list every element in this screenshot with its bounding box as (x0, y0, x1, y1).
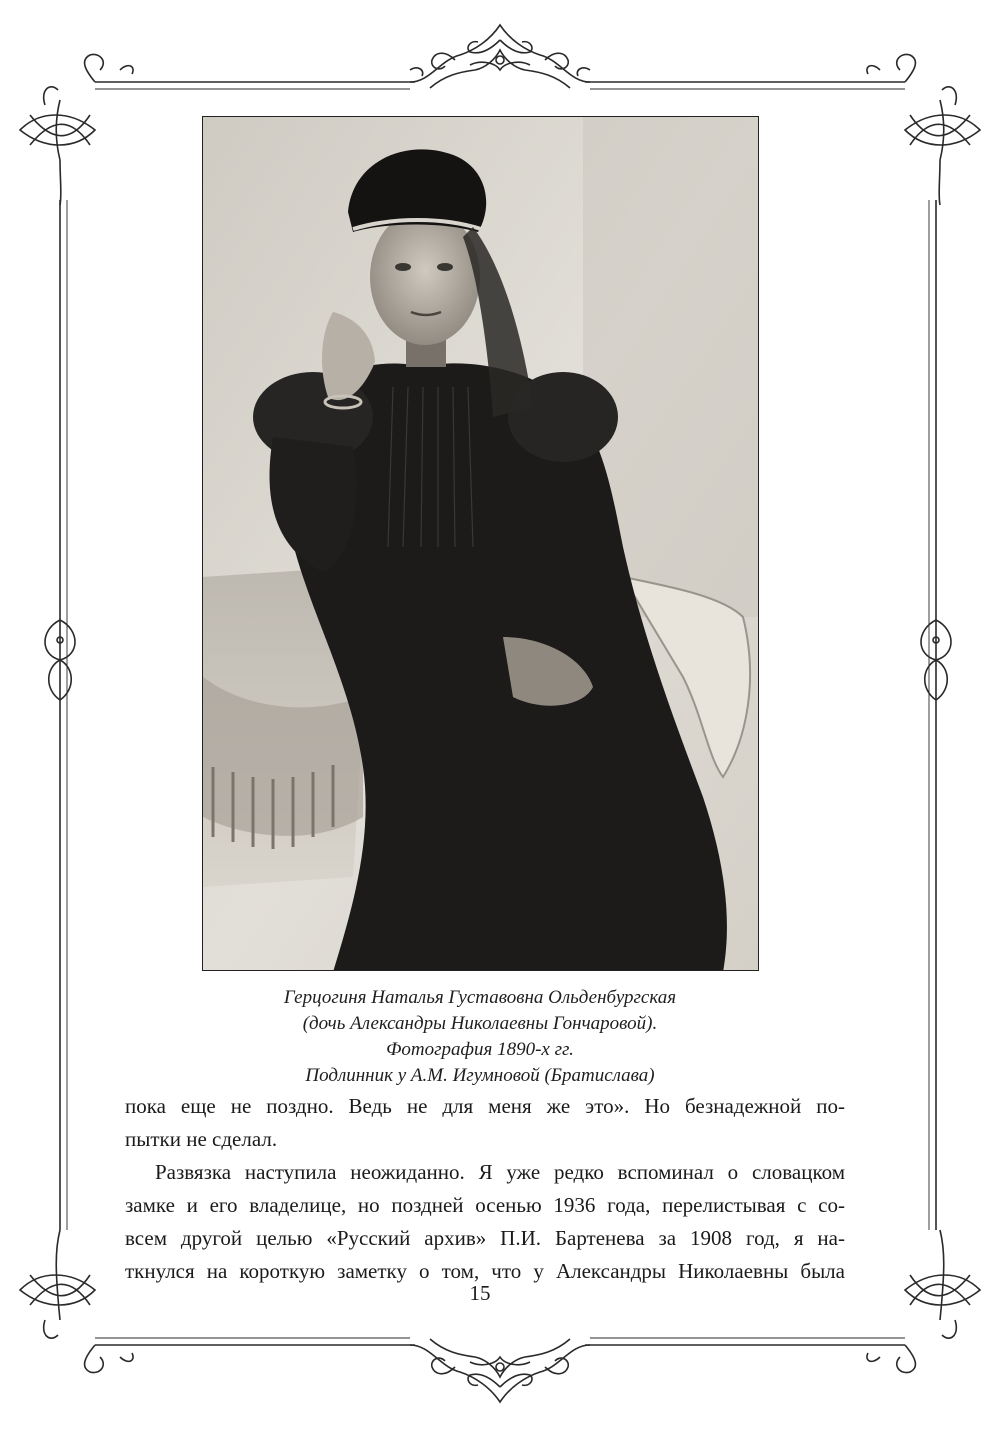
text-line: замке и его владелице, но поздней осенью 1936 года, перелистывая с со- (125, 1193, 845, 1217)
text-line: Развязка наступила неожиданно. Я уже редко вспоминал о словацком (155, 1160, 845, 1184)
corner-ornament-bottom-right (867, 1230, 980, 1373)
top-center-ornament (410, 25, 590, 88)
text-line: ткнулся на короткую заметку о том, что у Александры Николаевны была (125, 1259, 845, 1283)
portrait-image (203, 117, 759, 971)
caption-line: Герцогиня Наталья Густавовна Ольденбургская (283, 987, 677, 1008)
corner-ornament-top-left (20, 54, 133, 205)
text-line: всем другой целью «Русский архив» П.И. Бартенева за 1908 год, я на- (125, 1226, 845, 1250)
corner-ornament-top-right (867, 54, 980, 205)
text-line: пока еще не поздно. Ведь не для меня же это». Но безнадежной по- (125, 1094, 845, 1118)
text-line: пытки не сделал. (125, 1127, 278, 1151)
page-number: 15 (469, 1281, 491, 1305)
caption-line: Фотография 1890-х гг. (386, 1039, 574, 1060)
portrait-photograph (202, 116, 759, 971)
photo-caption (150, 985, 810, 1089)
caption-line: (дочь Александры Николаевны Гончаровой). (302, 1013, 658, 1034)
bottom-center-ornament (410, 1339, 590, 1402)
corner-ornament-bottom-left (20, 1230, 133, 1373)
body-text (125, 1090, 845, 1288)
caption-line: Подлинник у А.М. Игумновой (Братислава) (305, 1065, 655, 1086)
